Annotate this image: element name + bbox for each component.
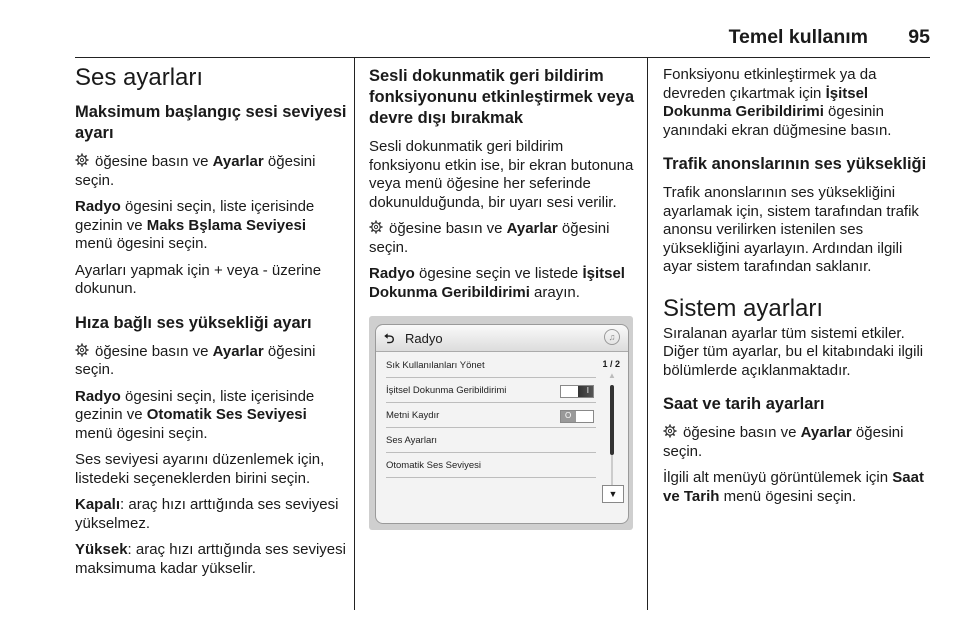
section-title-system-settings: Sistem ayarları <box>663 294 824 322</box>
paragraph: Yüksek: araç hızı arttığında ses seviyesi maksimuma kadar yükselir. <box>75 541 346 577</box>
gear-icon <box>75 153 89 167</box>
screen-title: Radyo <box>405 331 443 346</box>
scroll-thumb[interactable] <box>610 385 614 455</box>
paragraph: öğesine basın ve Ayarlar öğesini seçin. <box>75 153 316 189</box>
radio-settings-screenshot <box>369 316 633 530</box>
paragraph: Fonksiyonu etkinleştirmek ya da devreden çıkartmak için İşitsel Dokunma Geribildirimi ögesinin yanındaki ekran düğmesine basın. <box>663 66 892 139</box>
paragraph: öğesine basın ve Ayarlar öğesini seçin. <box>75 342 316 378</box>
heading-speed-volume: Hıza bağlı ses yüksekliği ayarı <box>75 313 312 332</box>
page-header <box>75 26 930 56</box>
music-note-icon: ♫ <box>604 329 620 345</box>
list-item[interactable]: İşitsel Dokunma Geribildirimi I <box>386 380 596 403</box>
list-item[interactable]: Sık Kullanılanları Yönet <box>386 355 596 378</box>
gear-icon <box>369 220 383 234</box>
paragraph: Sesli dokunmatik geri bildirim fonksiyonu etkin ise, bir ekran butonuna veya menü öğesine her seferinde dokunulduğunda, bir uyarı sesi verilir. <box>369 138 634 211</box>
column-3 <box>663 58 931 514</box>
list-item[interactable]: Ses Ayarları <box>386 430 596 453</box>
heading-max-start-volume: Maksimum başlangıç sesi seviyesi ayarı <box>75 103 347 142</box>
paragraph: Sıralanan ayarlar tüm sistemi etkiler. Diğer tüm ayarlar, bu el kitabındaki ilgili bölümlerde açıklanmaktadır. <box>663 324 924 379</box>
column-divider <box>647 58 648 610</box>
paragraph: öğesine basın ve Ayarlar öğesini seçin. <box>663 424 904 460</box>
paragraph: Kapalı: araç hızı arttığında ses seviyesi yükselmez. <box>75 496 339 532</box>
heading-touch-feedback: Sesli dokunmatik geri bildirim fonksiyonunu etkinleştirmek veya devre dışı bırakmak <box>369 67 635 127</box>
page-indicator: 1 / 2 <box>602 359 620 369</box>
paragraph: Ayarları yapmak için + veya - üzerine dokunun. <box>75 261 322 297</box>
scroll-down-icon[interactable]: ▼ <box>602 485 624 503</box>
list-item[interactable]: Otomatik Ses Seviyesi <box>386 455 596 478</box>
scrollbar[interactable] <box>602 367 622 497</box>
paragraph: Radyo ögesini seçin, liste içerisinde gezinin ve Otomatik Ses Seviyesi menü ögesini seçin. <box>75 387 315 442</box>
back-icon[interactable]: ⮌ <box>384 331 395 346</box>
toggle-off[interactable]: O <box>560 410 594 423</box>
gear-icon <box>75 343 89 357</box>
screen-title-bar <box>376 325 628 352</box>
paragraph: İlgili alt menüyü görüntülemek için Saat ve Tarih menü ögesini seçin. <box>663 469 924 505</box>
heading-clock-date: Saat ve tarih ayarları <box>663 395 825 413</box>
paragraph: Radyo ögesini seçin, liste içerisinde gezinin ve Maks Bşlama Seviyesi menü ögesini seçin. <box>75 198 315 252</box>
toggle-on[interactable]: I <box>560 385 594 398</box>
list-item[interactable]: Metni Kaydır O <box>386 405 596 428</box>
scroll-up-icon[interactable]: ▲ <box>608 371 616 380</box>
column-1 <box>75 58 347 586</box>
paragraph: öğesine basın ve Ayarlar öğesini seçin. <box>369 220 610 256</box>
column-divider <box>354 58 355 610</box>
gear-icon <box>663 424 677 438</box>
page-number: 95 <box>908 26 930 48</box>
running-title: Temel kullanım <box>728 26 868 48</box>
paragraph: Ses seviyesi ayarını düzenlemek için, listedeki seçeneklerden birini seçin. <box>75 451 325 487</box>
paragraph: Trafik anonslarının ses yüksekliğini ayarlamak için, sistem tarafından trafik anonsu verilirken istenilen ses yüksekliğini ayarlayın. Ardından ilgili ayar sistem tarafından saklanır. <box>663 184 919 275</box>
heading-traffic-volume: Trafik anonslarının ses yüksekliği <box>663 155 927 173</box>
paragraph: Radyo ögesine seçin ve listede İşitsel Dokunma Geribildirimi arayın. <box>369 265 625 301</box>
screen-frame <box>375 324 629 524</box>
section-title-ses-ayarlari: Ses ayarları <box>75 64 204 91</box>
column-2 <box>369 58 637 530</box>
